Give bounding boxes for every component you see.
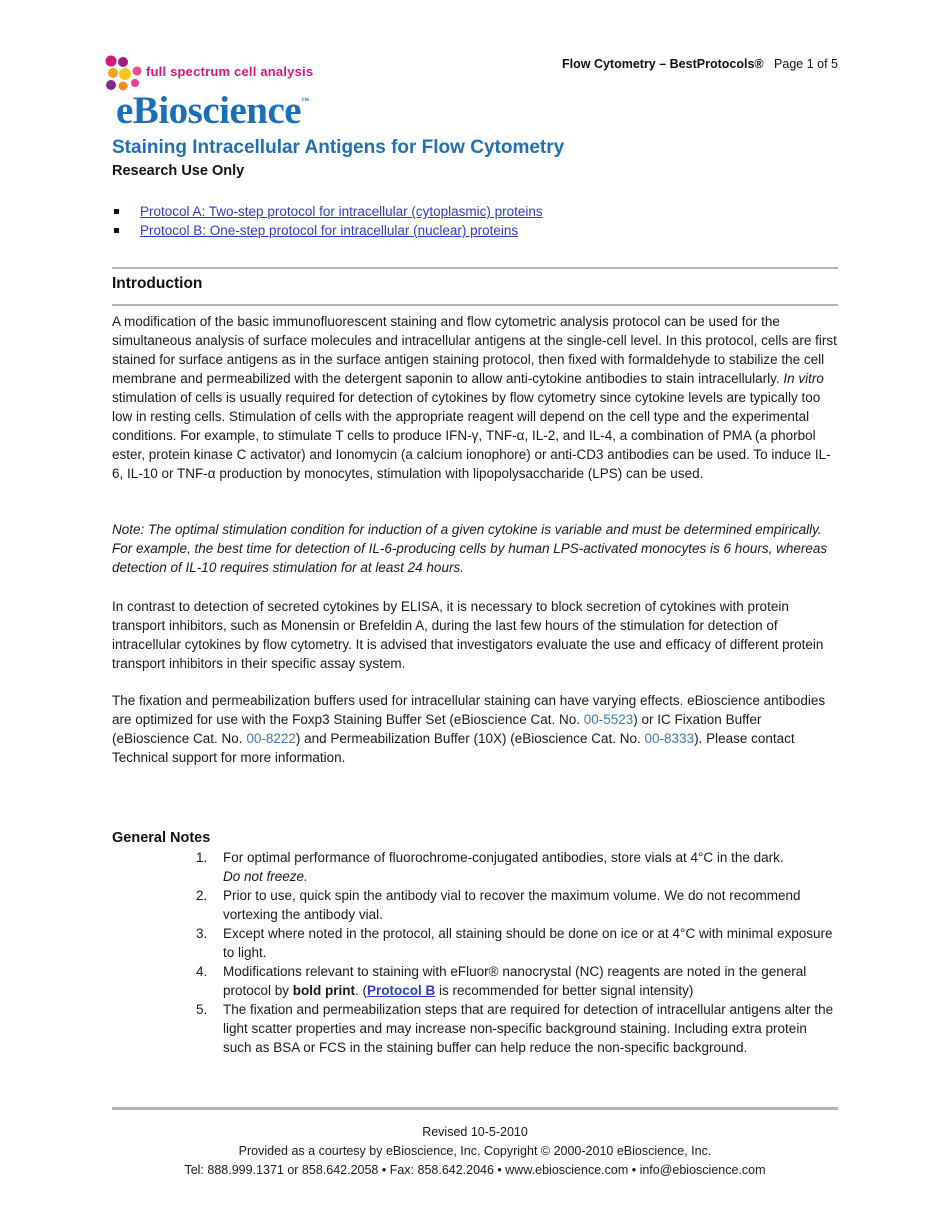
page-footer [112,1123,838,1180]
protocol-b-inline-link[interactable]: Protocol B [367,983,436,998]
contact-info: Tel: 888.999.1371 or 858.642.2058 • Fax: 858.642.2046 • www.ebioscience.com • info@ebioscience.com [184,1163,766,1177]
page-subtitle: Research Use Only [112,163,245,179]
protocol-b-link[interactable]: Protocol B: One-step protocol for intracellular (nuclear) proteins [140,223,519,238]
list-item: 5. The fixation and permeabilization steps that are required for detection of intracellular antigens alter the light scatter properties and may increase non-specific background staining. Including extra protein such as BSA or FCS in the staining buffer can help reduce the non-specific background. [196,1002,834,1055]
list-item [112,223,543,242]
list-item [112,204,543,223]
intro-paragraph-1: A modification of the basic immunofluorescent staining and flow cytometric analysis protocol can be used for the simultaneous analysis of surface molecules and intracellular antigens at the single-cell level. In this protocol, cells are first stained for surface antigens as in the surface antigen staining protocol, then fixed with formaldehyde to stabilize the cell membrane and permeabilized with the detergent saponin to allow anti-cytokine antibodies to stain intracellularly. In vitro stimulation of cells is usually required for detection of cytokines by flow cytometry since cytokine levels are typically too low in resting cells. Stimulation of cells with the appropriate reagent will depend on the cell type and the experimental conditions. For example, to stimulate T cells to produce IFN-γ, TNF-α, IL-2, and IL-4, a combination of PMA (a phorbol ester, protein kinase C activator) and Ionomycin (a calcium ionophore) or anti-CD3 antibodies can be used. To induce IL-6, IL-10 or TNF-α production by monocytes, stimulation with lipopolysaccharide (LPS) can be used. [112,314,837,481]
list-item: 2. Prior to use, quick spin the antibody vial to recover the maximum volume. We do not recommend vortexing the antibody vial. [196,888,801,922]
catalog-number: 00-8222 [246,731,296,746]
revision-date: Revised 10-5-2010 [422,1125,528,1139]
bullet-icon [114,228,119,233]
list-item: 1. For optimal performance of fluorochrome-conjugated antibodies, store vials at 4°C in the dark. Do not freeze. [196,850,784,884]
page-number: Page 1 of 5 [774,57,838,71]
intro-paragraph-4: The fixation and permeabilization buffers used for intracellular staining can have varying effects. eBioscience antibodies are optimized for use with the Foxp3 Staining Buffer Set (eBioscience Cat. No. 00-5523) or IC Fixation Buffer (eBioscience Cat. No. 00-8222) and Permeabilization Buffer (10X) (eBioscience Cat. No. 00-8333). Please contact Technical support for more information. [112,693,826,765]
logo-tagline: full spectrum cell analysis [146,64,314,79]
protocol-a-link[interactable]: Protocol A: Two-step protocol for intracellular (cytoplasmic) proteins [140,204,543,219]
general-notes-heading: General Notes [112,830,211,846]
copyright-text: Provided as a courtesy by eBioscience, Inc. Copyright © 2000-2010 eBioscience, Inc. [238,1144,712,1158]
general-notes-list [112,848,838,1057]
catalog-number: 00-5523 [583,712,634,727]
divider [112,304,838,306]
catalog-number: 00-8333 [644,731,695,746]
intro-note: Note: The optimal stimulation condition for induction of a given cytokine is variable and must be determined empirically. For example, the best time for detection of IL-6-producing cells by human LPS-activated monocytes is 6 hours, whereas detection of IL-10 requires stimulation for at least 24 hours. [112,522,828,575]
bullet-icon [114,209,119,214]
divider [112,267,838,269]
ebioscience-logo [104,52,334,132]
page-title: Staining Intracellular Antigens for Flow Cytometry [112,137,565,158]
list-item: 3. Except where noted in the protocol, all staining should be done on ice or at 4°C with minimal exposure to light. [196,926,833,960]
introduction-heading: Introduction [112,275,203,292]
logo-wordmark: eBioscience™ [116,89,309,132]
intro-paragraph-3: In contrast to detection of secreted cytokines by ELISA, it is necessary to block secretion of cytokines with protein transport inhibitors, such as Monensin or Brefeldin A, during the last few hours of the stimulation for detection of intracellular cytokines by flow cytometry. It is advised that investigators evaluate the use and efficacy of different protein transport inhibitors in their specific assay system. [112,599,824,671]
footer-divider [112,1107,838,1110]
page-header [562,57,838,71]
protocol-link-list [112,204,543,242]
series-title: Flow Cytometry – BestProtocols® [562,57,764,71]
list-item: 4. Modifications relevant to staining with eFluor® nanocrystal (NC) reagents are noted in the general protocol by bold print. (Protocol B is recommended for better signal intensity) [196,964,807,998]
